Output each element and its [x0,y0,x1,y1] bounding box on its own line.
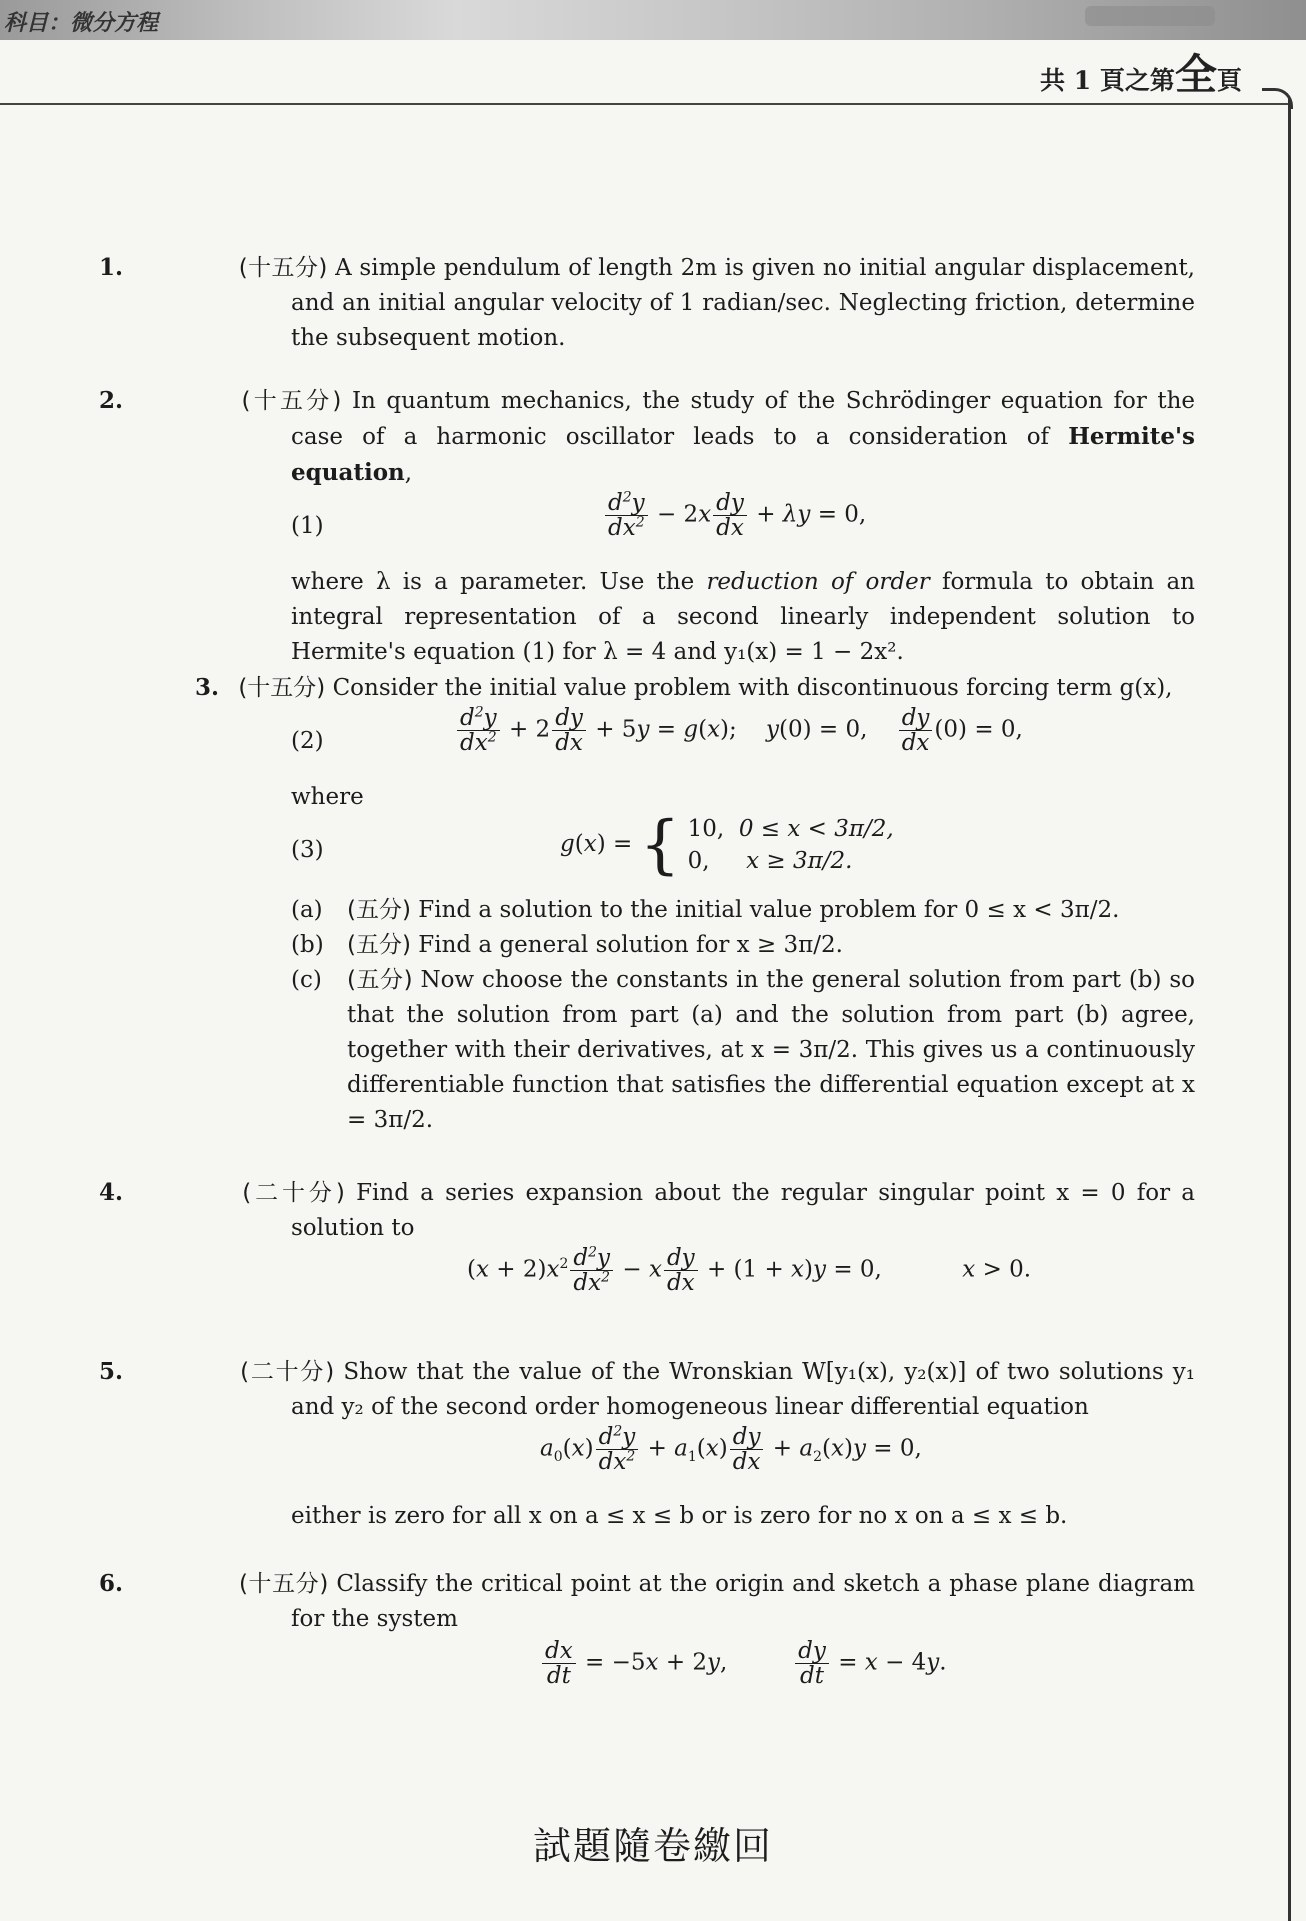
problem-text: Show that the value of the Wronskian W[y₁(x), y₂(x)] of two solutions y₁ and y₂ of the second order homogeneous linear differential equation [291,1359,1196,1420]
page-info [1040,42,1242,102]
problem-after: either is zero for all x on a ≤ x ≤ b or is zero for no x on a ≤ x ≤ b. [291,1503,1068,1529]
series-equation: $(x + 2)x^2$ $\frac{d^2y}{dx^2}$ − x $\frac{dy}{dx}$ + (1 + x)y = 0, x > 0. [467,1244,1032,1297]
problem-number: 4. [99,1179,124,1206]
problem-6 [99,1566,1195,1711]
problem-5 [99,1354,1196,1534]
problem-after-end: formula to obtain an integral representation of a second linearly independent solution to Hermite's equation (1) for λ = 4 and y₁(x) = 1 − 2x². [291,569,1195,665]
linear-system: $\frac{dx}{dt}$ = −5x + 2y, $\frac{dy}{dt}$ = x − 4y. [540,1639,947,1688]
case1-condition: 0 ≤ x < 3π/2, [738,816,894,842]
page-info-prefix: 共 [1040,66,1066,95]
problem-1 [99,250,1195,356]
part-tag: (a) [291,897,323,923]
equation-label: (1) [291,513,324,539]
ivp-equation: $\frac{d^2y}{dx^2}$ + 2 $\frac{dy}{dx}$ + 5y = g(x); y(0) = 0, $\frac{dy}{dx}$ (0) = 0, [455,706,1023,755]
problem-number: 2. [99,387,124,414]
part-a [195,893,1195,928]
part-points: (五分) [347,932,411,958]
subject-label: 科目：微分方程 [4,10,159,36]
problem-number: 3. [195,674,220,701]
part-text: Find a solution to the initial value problem for 0 ≤ x < 3π/2. [418,897,1120,923]
part-b [195,928,1195,963]
exam-code-smudge [1085,6,1215,26]
case2-value: 0, [687,848,710,874]
series-equation-row [195,1246,1195,1320]
problem-points: (十五分) [238,1571,329,1597]
homogeneous-equation: $a_0(x)$ $\frac{d^2y}{dx^2}$ + $a_1(x)$ $\frac{dy}{dx}$ + $a_2(x)y = 0$, [540,1423,922,1476]
part-tag: (c) [291,967,322,993]
case2-condition: x ≥ 3π/2. [746,848,853,874]
system-equation-row [195,1637,1195,1711]
problem-2 [99,383,1196,670]
page-info-count: 1 [1073,66,1092,95]
problem-number: 1. [99,254,124,281]
part-text: Find a general solution for x ≥ 3π/2. [418,932,843,958]
problem-points: (十五分) [241,388,342,414]
wronskian-equation-row [195,1425,1195,1499]
problem-points: (十五分) [238,675,326,701]
part-tag: (b) [291,932,324,958]
equation-1-row [195,491,1195,565]
part-c [195,963,1195,1138]
problem-3 [195,670,1195,1138]
piecewise-g: g(x) = { 10, 0 ≤ x < 3π/2, 0, x ≥ 3π/2. [560,808,894,882]
equation-label: (2) [291,728,324,754]
return-exam-notice: 試題隨卷繳回 [532,1824,773,1868]
part-text: Now choose the constants in the general solution from part (b) so that the solution from part (a) and the solution from part (b) agree, together with their derivatives, at x = 3π/2. This gives us a continuously differentiable function that satisfies the differential equation except at x = 3π/2. [347,967,1195,1133]
problem-text: A simple pendulum of length 2m is given no initial angular displacement, and an initial angular velocity of 1 radian/sec. Neglecting friction, determine the subsequent motion. [291,255,1195,351]
frame-right-border [1288,98,1291,1921]
problem-points: (二十分) [242,1180,345,1206]
page-info-mid: 頁之第 [1099,66,1175,95]
equation-3-row [195,808,1195,893]
equation-label: (3) [291,837,324,863]
problem-points: (二十分) [240,1359,335,1385]
part-points: (五分) [347,897,411,923]
problem-number: 5. [99,1358,124,1385]
where-label: where [291,784,364,810]
frame-top-border [0,103,1290,105]
part-points: (五分) [347,967,413,993]
problem-4 [99,1175,1196,1320]
hermite-equation: $\frac{d^2y}{dx^2}$ − 2x $\frac{dy}{dx}$ + λy = 0, [603,491,866,540]
problem-points: (十五分) [238,255,328,281]
problem-number: 6. [99,1570,124,1597]
problem-intro: Consider the initial value problem with discontinuous forcing term g(x), [332,675,1173,701]
equation-2-row [195,706,1195,780]
problem-after: where λ is a parameter. Use the [291,569,707,595]
case1-value: 10, [687,816,725,842]
hermite-term: Hermite's equation [291,423,1195,486]
page-info-suffix: 頁 [1216,66,1242,95]
page-info-current: 全 [1174,50,1217,99]
problem-text: Classify the critical point at the origin and sketch a phase plane diagram for the system [291,1571,1195,1632]
problem-intro-end: , [404,460,413,486]
problem-intro: In quantum mechanics, the study of the Schrödinger equation for the case of a harmonic oscillator leads to a consideration of [291,388,1196,450]
reduction-of-order-term: reduction of order [706,569,930,595]
problem-text: Find a series expansion about the regular singular point x = 0 for a solution to [291,1180,1196,1241]
